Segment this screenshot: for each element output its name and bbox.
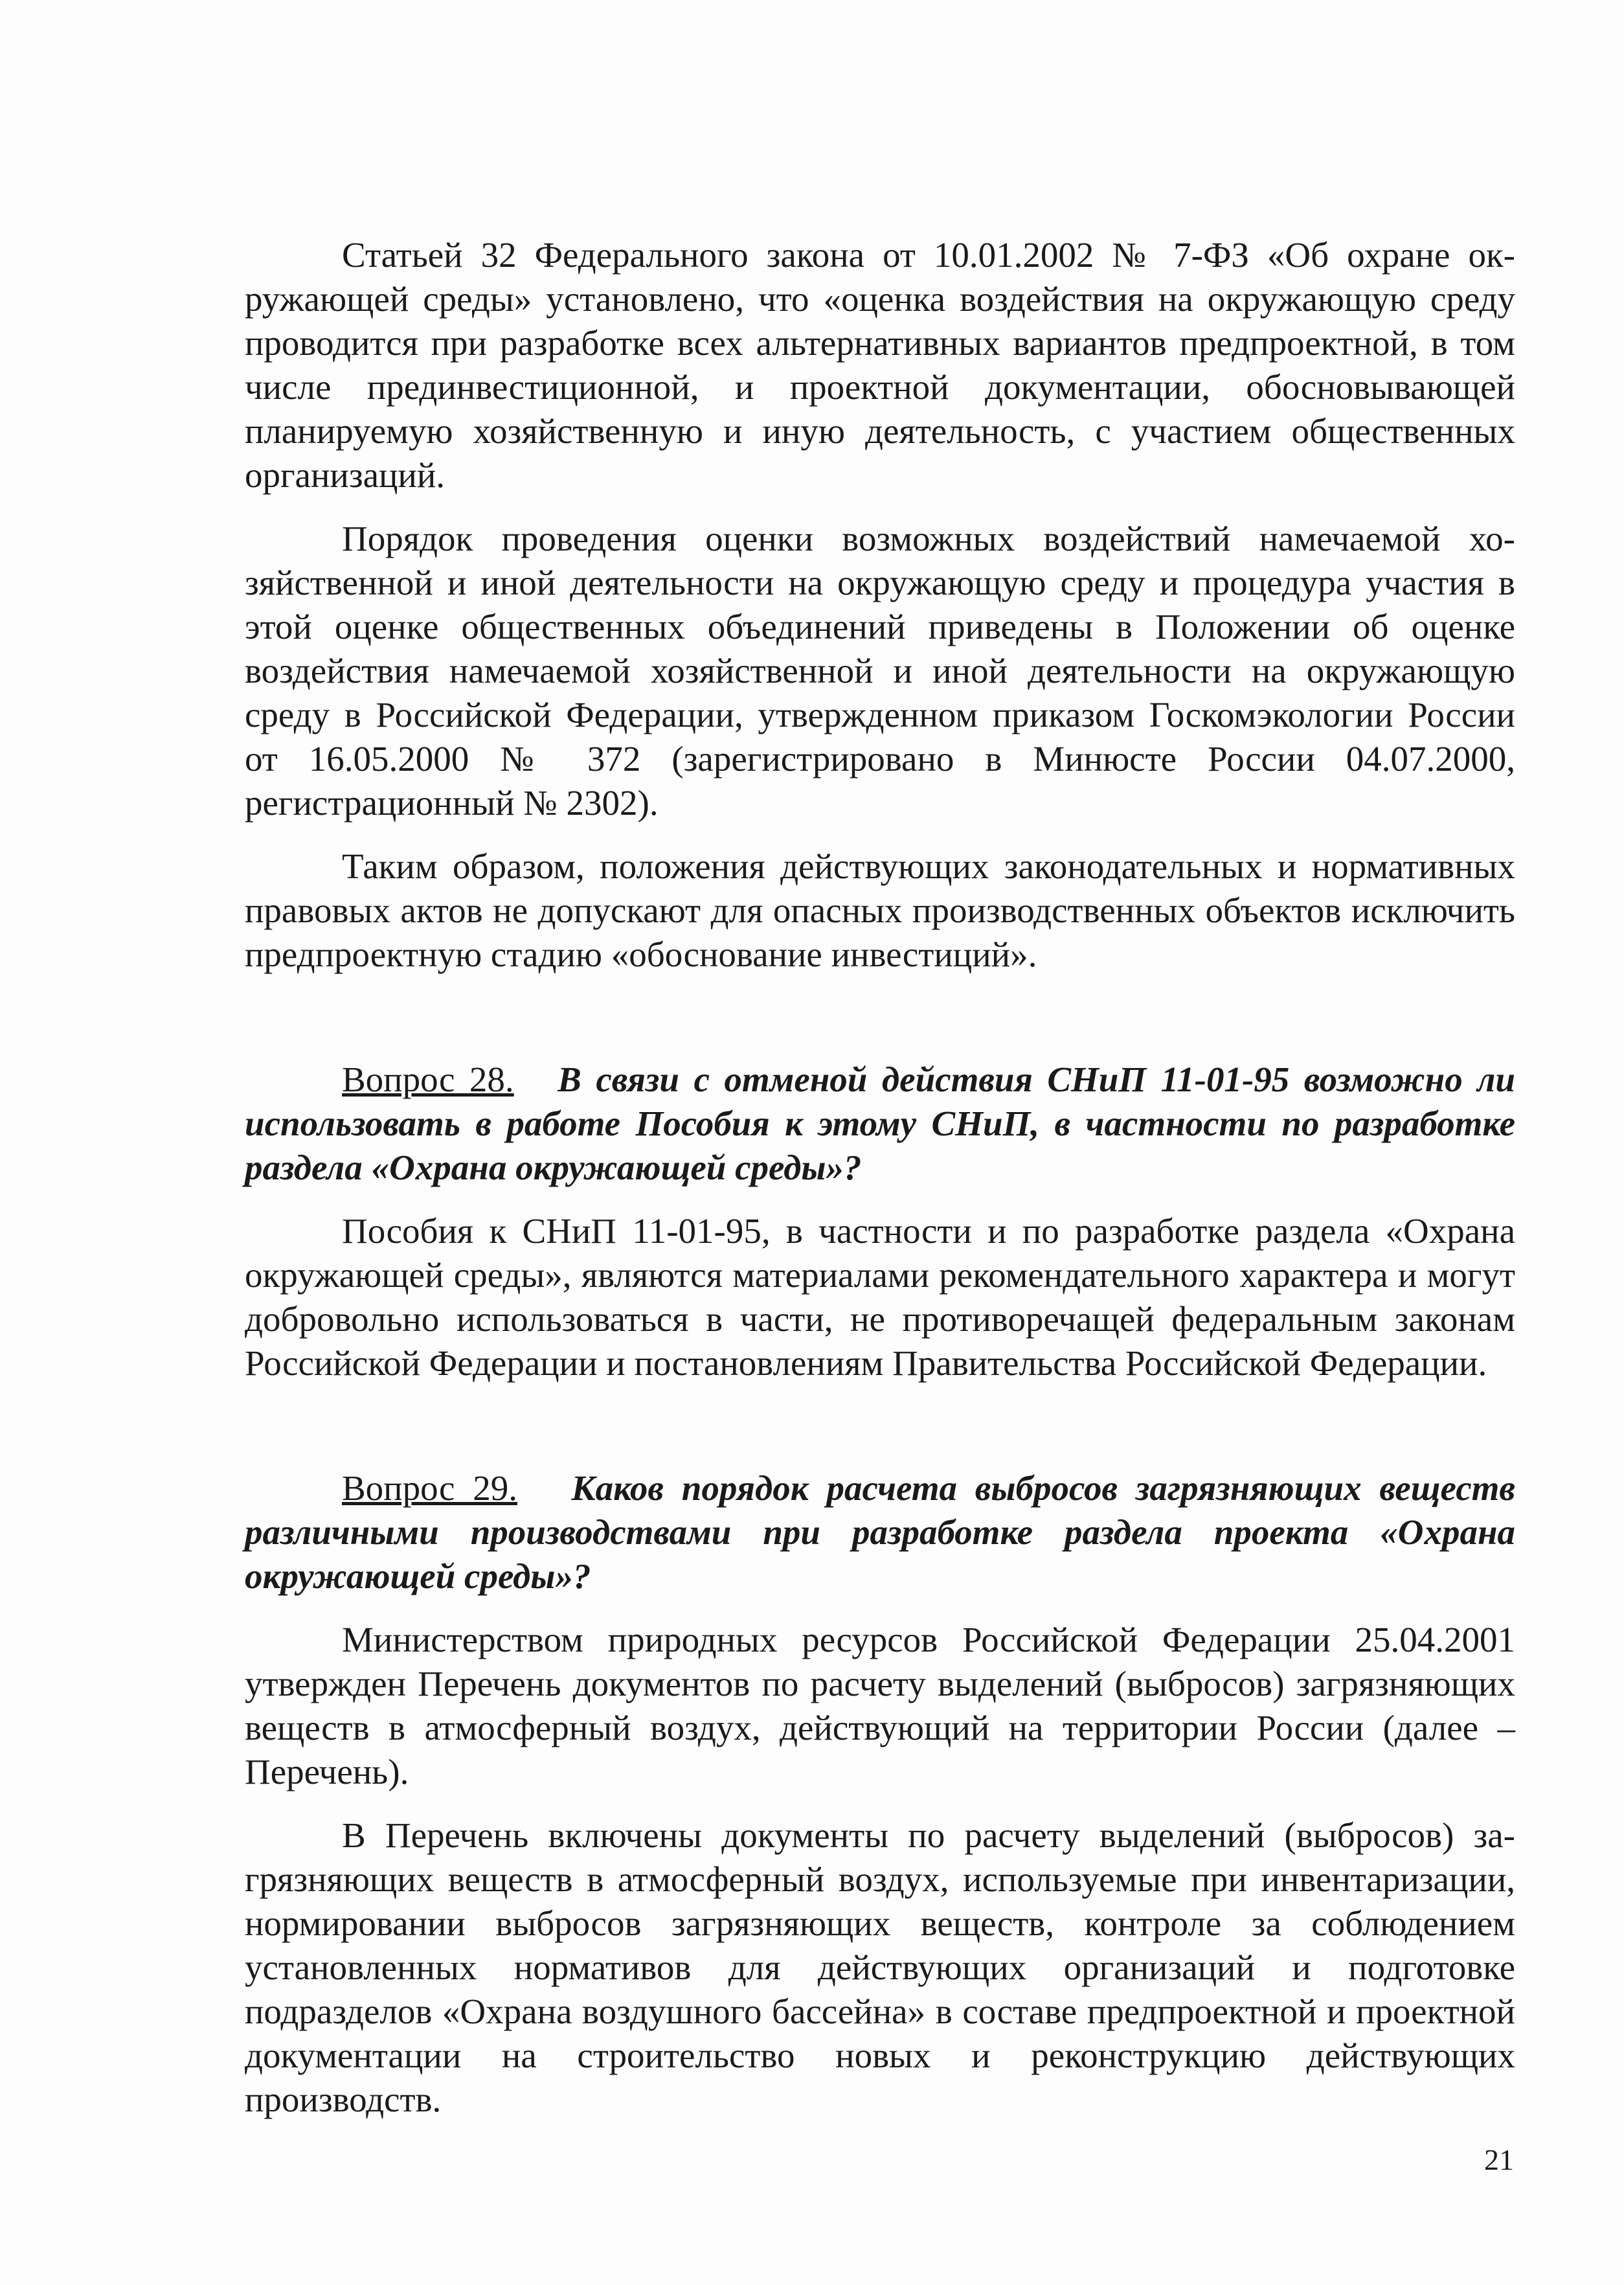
question-28-text: В связи с отменой действия СНиП 11-01-95 возможно ли использовать в работе Пособия к этому СНиП, в частности по разработке раздела «Охрана окружающей среды»? [245, 1060, 1516, 1187]
question-29 [245, 1466, 1515, 1598]
answer-29-paragraph-2: В Перечень включены документы по расчету выделений (выбросов) загрязняющих веществ в атмосферный воздух, используемые при инвентаризации, нормировании выбросов загрязняющих веществ, контроле за соблюдением установленных нормативов для действующих организаций и подготовке подразделов «Охрана воздушного бассейна» в составе предпроектной и проектной документации на строительство новых и реконструкцию действующих производств. [245, 1815, 1515, 2119]
paragraph-conclusion: Таким образом, положения действующих законодательных и нормативных правовых актов не допускают для опасных производственных объектов исключить предпроектную стадию «обоснование инвестиций». [245, 847, 1515, 974]
paragraph-article-32: Статьей 32 Федерального закона от 10.01.2002 № 7-ФЗ «Об охране окружающей среды» установлено, что «оценка воздействия на окружающую среду проводится при разработке всех альтернативных вариантов предпроектной, в том числе прединвестиционной, и проектной документации, обосновывающей планируемую хозяйственную и иную деятельность, с участием общественных организаций. [245, 235, 1515, 495]
question-29-label: Вопрос 29. [342, 1468, 517, 1508]
question-29-text: Каков порядок расчета выбросов загрязняющих веществ различными производствами при разработке раздела проекта «Охрана окружающей среды»? [245, 1468, 1515, 1596]
question-28 [245, 1058, 1515, 1190]
page-number: 21 [1484, 2143, 1514, 2176]
page-content [245, 233, 1515, 2141]
paragraph-assessment-procedure: Порядок проведения оценки возможных воздействий намечаемой хозяйственной и иной деятельности на окружающую среду и процедура участия в этой оценке общественных объединений приведены в Положении об оценке воздействия намечаемой хозяйственной и иной деятельности на окружающую среду в Российской Федерации, утвержденном приказом Госкомэкологии России от 16.05.2000 № 372 (зарегистрировано в Минюсте России 04.07.2000, регистрационный № 2302). [245, 519, 1515, 823]
answer-28-paragraph: Пособия к СНиП 11-01-95, в частности и по разработке раздела «Охрана окружающей среды», являются материалами рекомендательного характера и могут добровольно использоваться в части, не противоречащей федеральным законам Российской Федерации и постановлениям Правительства Российской Федерации. [245, 1211, 1515, 1383]
question-28-label: Вопрос 28. [342, 1060, 514, 1099]
section-gap [245, 1405, 1515, 1466]
section-gap [245, 996, 1515, 1058]
answer-29-paragraph-1: Министерством природных ресурсов Российской Федерации 25.04.2001 утвержден Перечень документов по расчету выделений (выбросов) загрязняющих веществ в атмосферный воздух, действующий на территории России (далее – Перечень). [245, 1620, 1515, 1791]
